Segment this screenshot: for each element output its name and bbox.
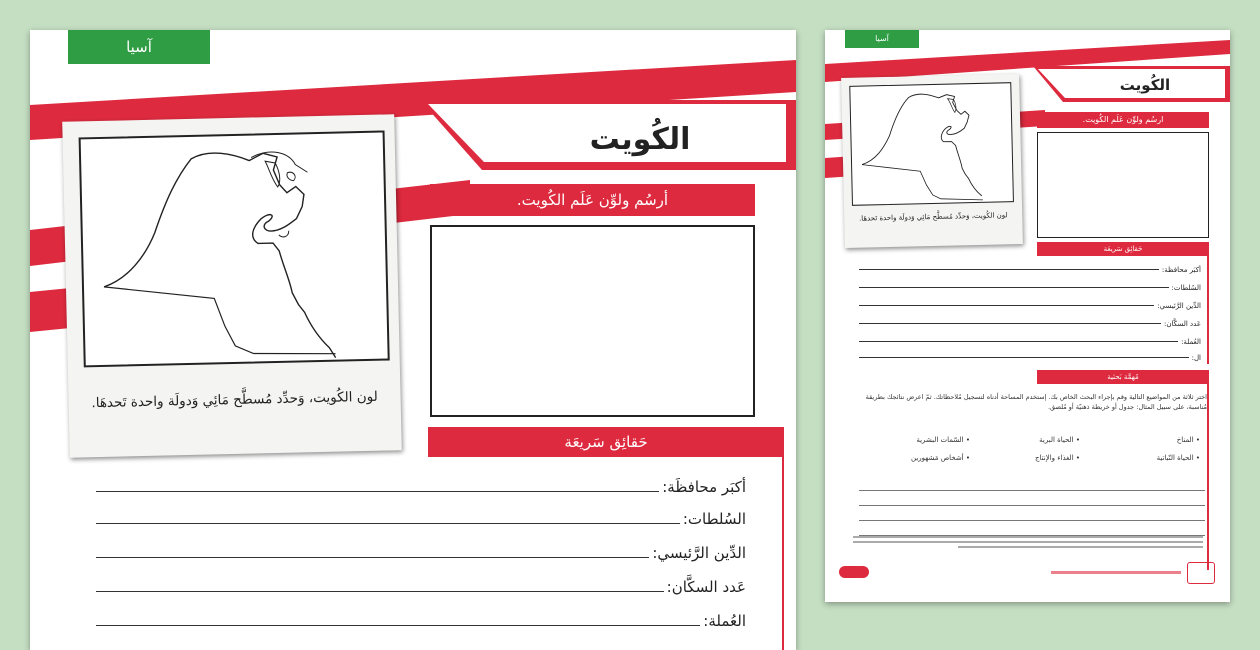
fact-row[interactable]	[859, 296, 1201, 310]
fact-label: السُلطات:	[1171, 284, 1201, 292]
topic-item: • المناخ	[1176, 436, 1200, 444]
region-badge: آسيا	[845, 30, 919, 48]
notes-lines[interactable]	[859, 476, 1205, 536]
page-title: الكُويت	[1119, 76, 1171, 94]
fact-label: عَدد السكَّان:	[666, 578, 746, 596]
topic-label: الحياة النّباتية	[1156, 454, 1194, 462]
topic-label: أشخاص مَشهورين	[910, 454, 964, 462]
fact-row-religion[interactable]	[96, 536, 746, 562]
map-caption: لون الكُويت، وَحدِّد مُسطَّح مَائِي وَدولَة واحدة تَحدهَا.	[91, 388, 378, 412]
map-polaroid	[841, 74, 1023, 248]
fact-label: عَدد السكَّان:	[1163, 320, 1201, 328]
map-caption: لون الكُويت، وَحدِّد مُسطَّح مَائِي وَدولَة واحدة تَحدهَا.	[858, 211, 1008, 223]
topic-item: • الغذاء والإنتاج	[1035, 454, 1080, 462]
fact-label: السُلطات:	[682, 510, 746, 528]
fact-label: الدِّين الرَّئيسي:	[1157, 302, 1201, 310]
fact-label: العُملة:	[703, 612, 746, 630]
fact-label: ال:	[1191, 354, 1201, 362]
topic-label: السّمات البشرية	[916, 436, 964, 444]
topic-label: الغذاء والإنتاج	[1035, 454, 1074, 462]
facts-heading: حَقائِق سَريعَة	[1037, 242, 1209, 256]
map-frame	[849, 82, 1014, 206]
fact-label: الدِّين الرَّئيسي:	[652, 544, 746, 562]
topic-item: • الحياة البرية	[1039, 436, 1080, 444]
map-frame	[79, 130, 390, 367]
topic-item: • الحياة النّباتية	[1156, 454, 1200, 462]
fact-label: أكبَر محافظَة:	[662, 478, 746, 496]
page-title: الكُويت	[589, 122, 691, 157]
flag-instruction-bar: ارسُم ولوِّن عَلَم الكُويت.	[1037, 112, 1209, 128]
publisher-badge-icon	[1187, 562, 1215, 584]
research-instructions: اختر ثلاثة من المواضيع التالية وقم بإجراء البحث الخاص بك. إستخدم المساحة أدناه لتسجيل مُلاحظاتك. ثمّ اعرض نتائجك بطريقة مُناسبة، على سبيل المثال: جدول أو خريطة ذهنيّة أو مُلصق.	[865, 393, 1207, 411]
fact-row[interactable]	[859, 278, 1201, 292]
fact-row-currency[interactable]	[96, 604, 746, 630]
flag-drawing-box[interactable]	[430, 225, 755, 417]
fact-label: أكبَر محافظة:	[1161, 266, 1201, 274]
worksheet-page-large	[30, 30, 796, 650]
kuwait-outline-map[interactable]	[81, 133, 388, 366]
fact-row-largest-province[interactable]	[96, 470, 746, 496]
facts-heading: حَقائِق سَريعَة	[428, 427, 784, 457]
footer-link-line	[1051, 571, 1181, 574]
fact-row[interactable]	[859, 314, 1201, 328]
topic-item: • السّمات البشرية	[916, 436, 970, 444]
topic-label: المناخ	[1176, 436, 1194, 444]
fact-row[interactable]	[859, 260, 1201, 274]
topic-item: • أشخاص مَشهورين	[910, 454, 970, 462]
publisher-logo-icon	[839, 566, 869, 578]
fact-row[interactable]	[859, 332, 1201, 346]
research-heading: مُهمَّة بَحثية	[1037, 370, 1209, 384]
map-polaroid	[62, 114, 402, 457]
fact-label: العُملة:	[1181, 338, 1201, 346]
region-badge: آسيا	[68, 30, 210, 64]
footer-fine-print	[853, 536, 1203, 548]
flag-instruction-bar: أرسُم ولوِّن عَلَم الكُويت.	[430, 184, 755, 216]
fact-row-population[interactable]	[96, 570, 746, 596]
fact-row[interactable]	[859, 348, 1201, 362]
worksheet-page-thumbnail[interactable]	[825, 30, 1230, 602]
kuwait-outline-map	[850, 83, 1013, 205]
topic-label: الحياة البرية	[1039, 436, 1074, 444]
fact-row-authorities[interactable]	[96, 502, 746, 528]
flag-drawing-box[interactable]	[1037, 132, 1209, 238]
